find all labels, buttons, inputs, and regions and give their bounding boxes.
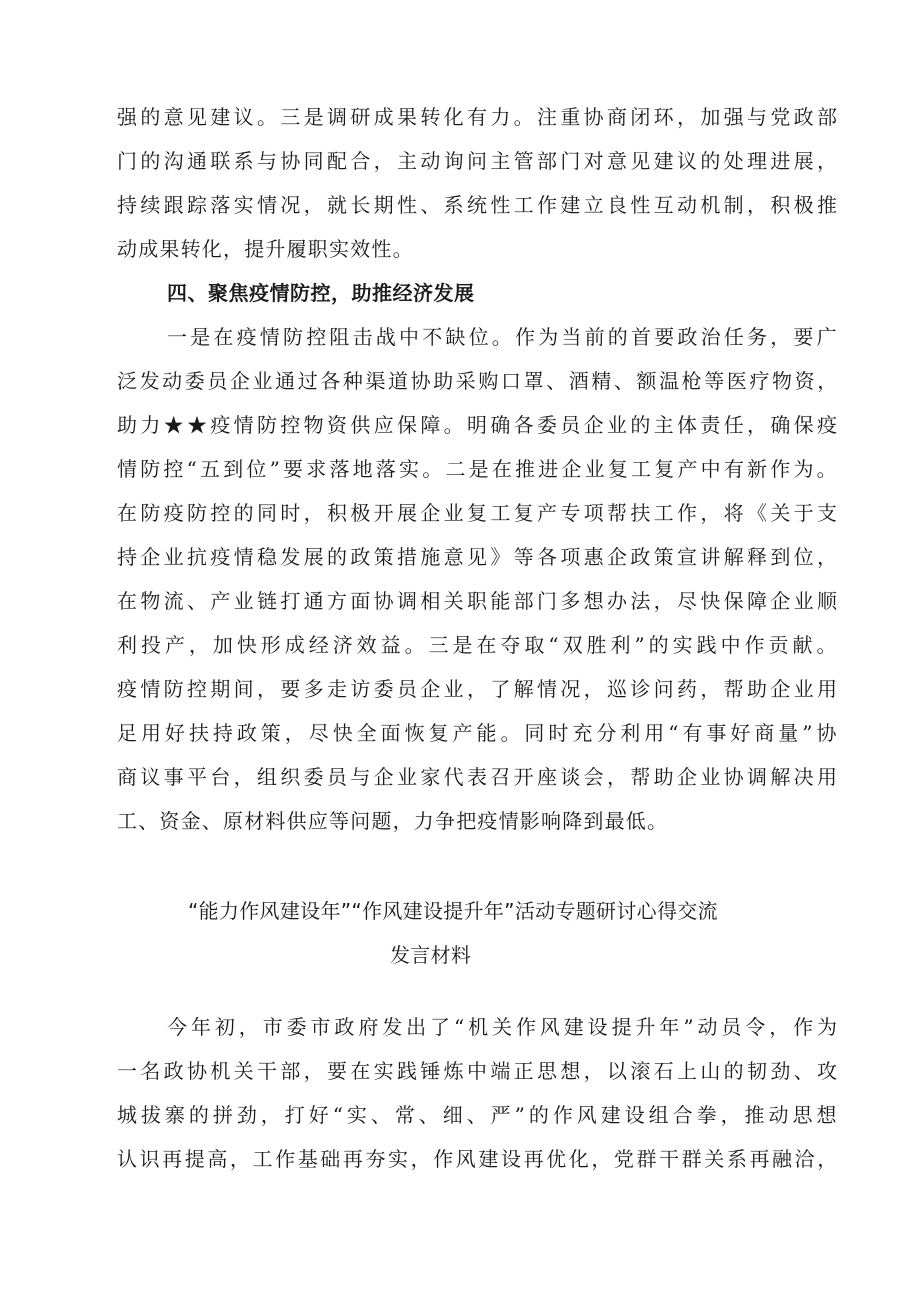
article-title-line2: 发言材料: [390, 943, 472, 967]
text-line: 今年初，市委市政府发出了“机关作风建设提升年”动员令，作为: [167, 1015, 841, 1039]
text-line: 工、资金、原材料供应等问题，力争把疫情影响降到最低。: [117, 809, 669, 833]
text-line: 商议事平台，组织委员与企业家代表召开座谈会，帮助企业协调解决用: [117, 765, 841, 789]
text-line: 一是在疫情防控阻击战中不缺位。作为当前的首要政治任务，要广: [167, 325, 840, 349]
text-line: 泛发动委员企业通过各种渠道协助采购口罩、酒精、额温枪等医疗物资，: [117, 369, 840, 393]
text-line: 强的意见建议。三是调研成果转化有力。注重协商闭环，加强与党政部: [117, 105, 841, 129]
text-line: 一名政协机关干部，要在实践锤炼中端正思想，以滚石上山的韧劲、攻: [117, 1059, 841, 1083]
text-line: 持企业抗疫情稳发展的政策措施意见》等各项惠企政策宣讲解释到位，: [117, 545, 841, 569]
text-line: 情防控“五到位”要求落地落实。二是在推进企业复工复产中有新作为。: [117, 457, 840, 481]
text-line: 利投产，加快形成经济效益。三是在夺取“双胜利”的实践中作贡献。: [117, 633, 841, 657]
text-line: 持续跟踪落实情况，就长期性、系统性工作建立良性互动机制，积极推: [117, 193, 841, 217]
text-line: 在物流、产业链打通方面协调相关职能部门多想办法，尽快保障企业顺: [117, 589, 841, 613]
section-heading: 四、聚焦疫情防控，助推经济发展: [167, 281, 475, 305]
text-line: 在防疫防控的同时，积极开展企业复工复产专项帮扶工作，将《关于支: [117, 501, 841, 525]
text-line: 疫情防控期间，要多走访委员企业，了解情况，巡诊问药，帮助企业用: [117, 677, 841, 701]
text-line: 门的沟通联系与协同配合，主动询问主管部门对意见建议的处理进展，: [117, 149, 841, 173]
text-line: 足用好扶持政策，尽快全面恢复产能。同时充分利用“有事好商量”协: [117, 721, 841, 745]
text-line: 助力★★疫情防控物资供应保障。明确各委员企业的主体责任，确保疫: [117, 413, 841, 437]
text-line: 城拔寨的拼劲，打好“实、常、细、严”的作风建设组合拳，推动思想: [117, 1103, 841, 1127]
text-line: 认识再提高，工作基础再夯实，作风建设再优化，党群干群关系再融洽，: [117, 1147, 840, 1171]
text-line: 动成果转化，提升履职实效性。: [117, 237, 414, 261]
article-title-line1: “能力作风建设年”“作风建设提升年”活动专题研讨心得交流: [188, 899, 718, 923]
